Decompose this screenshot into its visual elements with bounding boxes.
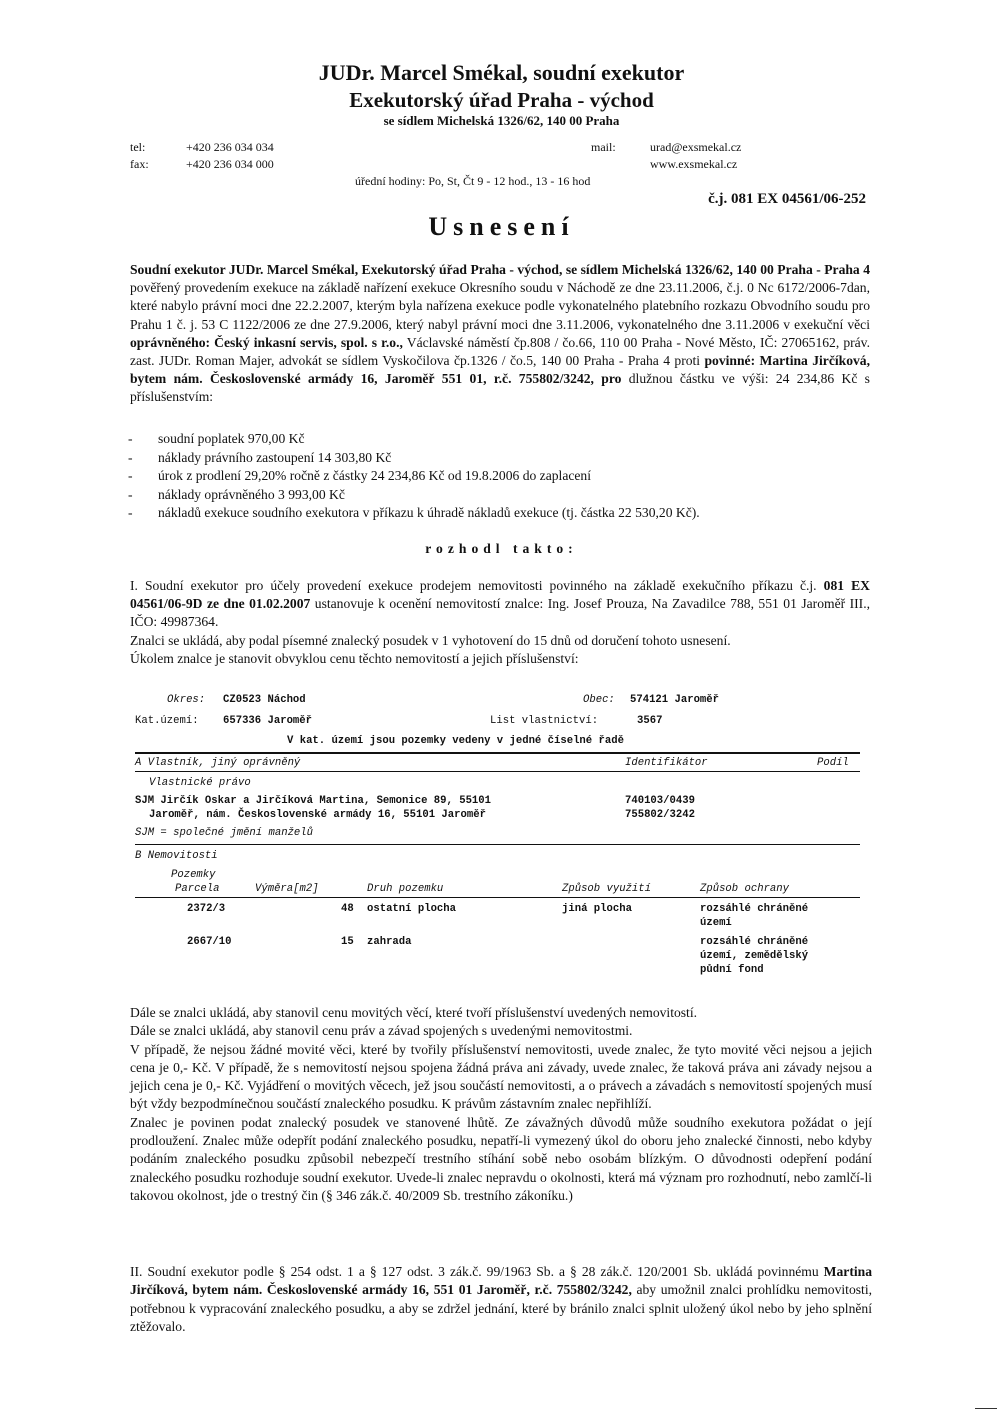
- intro-text-3: dlužnou částku ve výši: 24 234,86 Kč s příslušenstvím:: [130, 371, 870, 405]
- col-area: Výměra[m2]: [255, 883, 319, 895]
- mail-value: urad@exsmekal.cz: [650, 140, 742, 154]
- katuzemi-value: 657336 Jaroměř: [223, 715, 313, 727]
- list-item-text: náklady oprávněného 3 993,00 Kč: [158, 486, 345, 502]
- section-one-a2: ustanovuje k ocenění nemovitostí znalce: Ing. Josef Prouza, Na Zavadilce 788, 551 01 Jaroměř III., IČO: 49987364.: [130, 596, 870, 630]
- section-one-bold: 081 EX 04561/06-9D ze dne 01.02.2007: [130, 578, 870, 612]
- list-item-text: nákladů exekuce soudního exekutora v příkazu k úhradě nákladů exekuce (tj. částka 22 530,20 Kč).: [158, 505, 700, 520]
- closing-p2: Dále se znalci ukládá, aby stanovil cenu práv a závad spojených s uvedenými nemovitostmi.: [130, 1023, 633, 1039]
- list-item-text: úrok z prodlení 29,20% ročně z částky 24 234,86 Kč od 19.8.2006 do zaplacení: [158, 468, 591, 483]
- owner-line-1: SJM Jirčík Oskar a Jirčíková Martina, Semonice 89, 55101: [135, 795, 492, 807]
- divider: [135, 844, 860, 845]
- office-hours: úřední hodiny: Po, St, Čt 9 - 12 hod., 13 - 16 hod: [355, 174, 591, 188]
- section-one: [130, 577, 870, 668]
- list-item: [128, 504, 868, 523]
- closing-p4: Znalec je povinen podat znalecký posudek ve stanovené lhůtě. Ze závažných důvodů může soudního exekutora požádat o její prodloužení. Znalec může odepřít podání znaleckého posudku, nepatří-li vymezený úkol do oboru jeho znalecké činnosti, nebo kdyby podáním znaleckého posudku způsobil nebezpečí trestního stíhání sobě nebo osobám blízkým. O důvodnosti odepření podání znaleckého posudku rozhoduje soudní exekutor. Uvede-li znalec nepravdu o okolnosti, která má význam pro rozhodnutí, nebo zamlčí-li takovou okolnost, jde o trestný čin (§ 346 zák.č. 40/2009 Sb. trestního zákoníku.): [130, 1114, 872, 1203]
- intro-bold-2: oprávněného: Český inkasní servis, spol. s r.o.,: [130, 334, 403, 350]
- section-one-text: [130, 577, 870, 632]
- section-a-label: A Vlastník, jiný oprávněný: [135, 757, 301, 769]
- closing-text: [130, 1004, 872, 1205]
- parcel-number: 2667/10: [187, 936, 232, 948]
- executor-name: JUDr. Marcel Smékal, soudní exekutor: [318, 60, 685, 85]
- intro-text-1: pověřený provedením exekuce na základě nařízení exekuce Okresního soudu v Náchodě ze dne 23.11.2006, č.j. 0 Nc 6172/2006-7dan, které nabylo právní moci dne 22.2.2007, kterým byla nařízena exekuce podle vykonatelného platebního rozkazu Obvodního soudu pro Prahu 1 č. j. 53 C 1122/2006 ze dne 27.9.2006, který nabyl právní moci dne 3.11.2006, vykonatelného dne 3.11.2006 v exekuční věci: [130, 280, 870, 332]
- claim-list: [128, 430, 868, 523]
- section-one-a: I. Soudní exekutor pro účely provedení exekuce prodejem nemovitosti povinného na základě exekučního příkazu č.j.: [130, 578, 824, 593]
- section-two-bold: Martina Jirčíková, bytem nám. Československé armády 16, 551 01 Jaroměř, r.č. 755802/3242,: [130, 1264, 872, 1298]
- cadastre-note: V kat. území jsou pozemky vedeny v jedné číselné řadě: [287, 735, 624, 747]
- bullet-mark: -: [128, 468, 133, 483]
- parcel-protection: území, zemědělský: [700, 950, 809, 962]
- intro-text-2: Václavské náměstí čp.808 / čo.66, 110 00 Praha - Nové Město, IČ: 27065162, práv. zast. JUDr. Roman Majer, advokát se sídlem Vyskočilova čp.1326 / čo.5, 140 00 Praha - Praha 4 proti: [130, 334, 870, 369]
- lv-value: 3567: [637, 715, 663, 727]
- tel-value: +420 236 034 034: [186, 140, 274, 154]
- intro-paragraph: [130, 261, 870, 407]
- bullet-mark: -: [128, 449, 133, 465]
- ownership-right: Vlastnické právo: [149, 777, 251, 789]
- parcel-area: 48: [341, 903, 354, 915]
- closing-p3: V případě, že nejsou žádné movité věci, které by tvořily příslušenství nemovitosti, uvede znalec, že tyto movité věci nejsou a jejich cena je 0,- Kč. V případě, že s nemovitostí nejsou spojena žádná práva ani závady, uvede znalec, že taková práva ani závady nejsou a jejich cena je 0,- Kč. Vyjádření o movitých věcech, jež jsou součástí nemovitosti, a o právech a závadách s nemovitostí spojených musí být vždy bezpodmínečnou součástí znaleckého posudku. K právům zástavním znalec nepřihlíží.: [130, 1041, 872, 1112]
- section-one-task: Úkolem znalce je stanovit obvyklou cenu těchto nemovitostí a jejich příslušenství:: [130, 650, 579, 666]
- okres-value: CZ0523 Náchod: [223, 694, 306, 706]
- share-label: Podíl: [817, 757, 849, 769]
- parcel-protection: rozsáhlé chráněné: [700, 903, 809, 915]
- parcel-protection: území: [700, 917, 732, 929]
- lv-label: List vlastnictví:: [490, 715, 599, 727]
- list-item: [128, 486, 868, 505]
- section-one-deadline: Znalci se ukládá, aby podal písemné znalecký posudek v 1 vyhotovení do 15 dnů od doručení tohoto usnesení.: [130, 632, 731, 648]
- fax-label: fax:: [130, 157, 149, 171]
- list-item: [128, 430, 868, 449]
- parcel-area: 15: [341, 936, 354, 948]
- fax-value: +420 236 034 000: [186, 157, 274, 171]
- parcel-protection: rozsáhlé chráněné: [700, 936, 809, 948]
- identifier-label: Identifikátor: [625, 757, 708, 769]
- divider: [135, 897, 860, 898]
- office-address: se sídlem Michelská 1326/62, 140 00 Praha: [383, 113, 620, 128]
- section-two-a: II. Soudní exekutor podle § 254 odst. 1 a § 127 odst. 3 zák.č. 99/1963 Sb. a § 28 zák.č. 120/2001 Sb. ukládá povinnému: [130, 1264, 824, 1279]
- col-land-type: Druh pozemku: [367, 883, 444, 895]
- section-two-b: aby umožnil znalci prohlídku nemovitosti, potřebnou k vypracování znaleckého posudku, a aby se zdržel jednání, které by bránilo znalci splnit uložený úkol nebo by jeho splnění ztěžovalo.: [130, 1282, 872, 1334]
- col-parcel: Parcela: [175, 883, 220, 895]
- bullet-mark: -: [128, 431, 133, 446]
- document-title: Usnesení: [428, 212, 575, 241]
- list-item-text: soudní poplatek 970,00 Kč: [158, 431, 305, 446]
- owner-line-2: Jaroměř, nám. Československé armády 16, 55101 Jaroměř: [149, 809, 486, 821]
- sjm-note: SJM = společné jmění manželů: [135, 827, 314, 839]
- tel-label: tel:: [130, 140, 146, 154]
- parcel-number: 2372/3: [187, 903, 226, 915]
- intro-bold-3: povinné: Martina Jirčíková, bytem nám. Československé armády 16, Jaroměř 551 01, r.č. 755802/3242, pro: [130, 353, 871, 387]
- list-item-text: náklady právního zastoupení 14 303,80 Kč: [158, 449, 392, 465]
- case-number: č.j. 081 EX 04561/06-252: [708, 191, 866, 207]
- bullet-mark: -: [128, 486, 133, 502]
- mail-label: mail:: [591, 140, 616, 154]
- obec-label: Obec:: [583, 694, 615, 706]
- list-item: [128, 449, 868, 468]
- section-b-label: B Nemovitosti: [135, 850, 218, 862]
- col-protection: Způsob ochrany: [700, 883, 790, 895]
- owner-id-1: 740103/0439: [625, 795, 695, 807]
- plots-label: Pozemky: [171, 869, 216, 881]
- owner-id-2: 755802/3242: [625, 809, 695, 821]
- col-usage: Způsob využití: [562, 883, 652, 895]
- office-name: Exekutorský úřad Praha - východ: [349, 88, 654, 112]
- parcel-land-type: zahrada: [367, 936, 412, 948]
- section-two: [130, 1263, 872, 1336]
- web-value: www.exsmekal.cz: [650, 157, 738, 171]
- divider: [135, 752, 860, 754]
- list-item: [128, 467, 868, 486]
- okres-label: Okres:: [167, 694, 206, 706]
- parcel-protection: půdní fond: [700, 964, 764, 976]
- obec-value: 574121 Jaroměř: [630, 694, 720, 706]
- decision-heading: rozhodl takto:: [425, 541, 578, 556]
- intro-bold-1: Soudní exekutor JUDr. Marcel Smékal, Exekutorský úřad Praha - východ, se sídlem Michelská 1326/62, 140 00 Praha - Praha 4: [130, 262, 870, 277]
- parcel-land-type: ostatní plocha: [367, 903, 457, 915]
- divider: [135, 771, 860, 772]
- katuzemi-label: Kat.území:: [135, 715, 199, 727]
- bullet-mark: -: [128, 505, 133, 520]
- closing-p1: Dále se znalci ukládá, aby stanovil cenu movitých věcí, které tvoří příslušenství uvedených nemovitostí.: [130, 1005, 698, 1020]
- page-edge-mark: [975, 1408, 997, 1409]
- parcel-usage: jiná plocha: [562, 903, 632, 915]
